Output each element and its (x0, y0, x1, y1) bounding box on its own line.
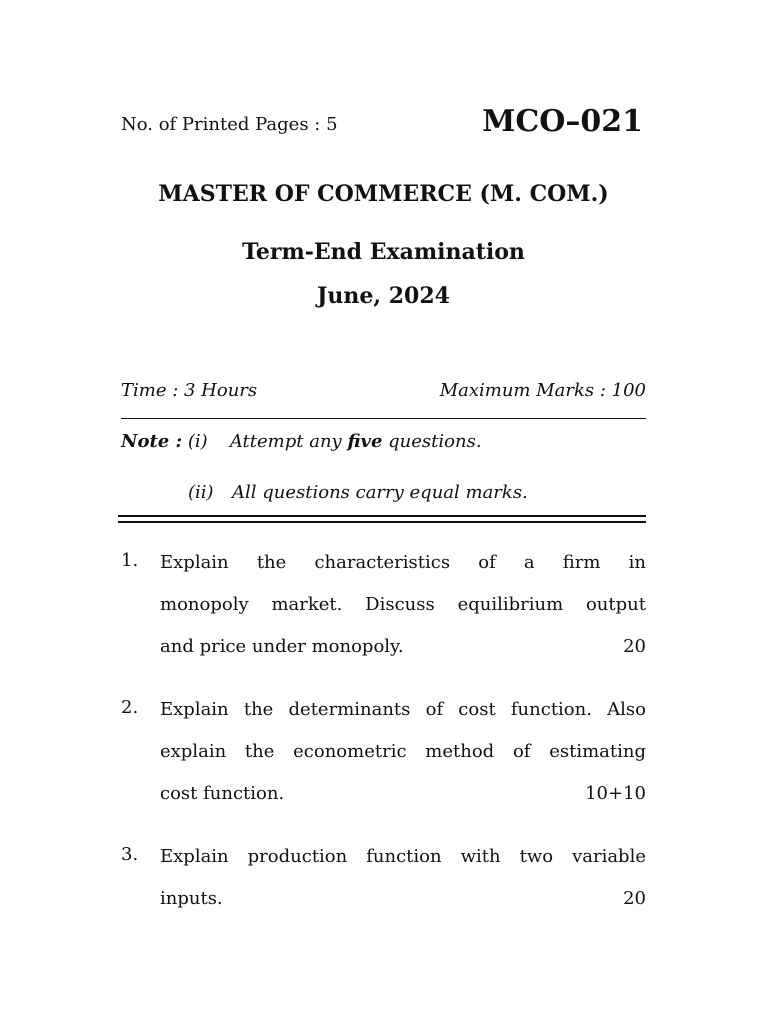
question-line: explain the econometric method of estimating (160, 741, 646, 762)
question-line: and price under monopoly. (160, 636, 404, 657)
question-number: 1. (121, 550, 139, 571)
divider-line (121, 418, 646, 419)
programme-title: MASTER OF COMMERCE (M. COM.) (158, 181, 609, 207)
note-item (121, 431, 482, 452)
note-label: Note : (121, 431, 183, 452)
question-text (160, 697, 646, 823)
question-marks: 20 (623, 636, 646, 657)
note-item-text: All questions carry equal marks. (232, 482, 528, 503)
double-divider-line (118, 515, 646, 523)
note-item-text: questions. (382, 431, 482, 452)
question-line: monopoly market. Discuss equilibrium output (160, 594, 646, 615)
note-item (121, 482, 528, 503)
printed-pages-count: No. of Printed Pages : 5 (121, 114, 338, 135)
question-line: cost function. (160, 783, 285, 804)
question-marks: 10+10 (585, 783, 646, 804)
question-number: 2. (121, 697, 139, 718)
question-line: Explain production function with two variable (160, 846, 646, 867)
exam-date: June, 2024 (317, 283, 450, 309)
question-last-line (160, 781, 646, 823)
question-line: inputs. (160, 888, 223, 909)
exam-info-row (121, 380, 646, 406)
note-item-number: (i) (187, 431, 208, 452)
note-item-text: Attempt any (229, 431, 348, 452)
paper-header (121, 104, 646, 148)
paper-code: MCO–021 (482, 104, 643, 139)
question-line: Explain the determinants of cost function. Also (160, 699, 646, 720)
maximum-marks: Maximum Marks : 100 (439, 380, 646, 401)
exam-paper-page (121, 0, 646, 1024)
question-last-line (160, 634, 646, 676)
note-item-emphasis: five (347, 431, 383, 452)
question-text (160, 844, 646, 928)
time-allowed: Time : 3 Hours (121, 380, 258, 401)
note-item-number: (ii) (188, 482, 214, 503)
question-number: 3. (121, 844, 139, 865)
question-last-line (160, 886, 646, 928)
question-text (160, 550, 646, 676)
exam-type: Term-End Examination (242, 239, 525, 265)
question-marks: 20 (623, 888, 646, 909)
question-line: Explain the characteristics of a firm in (160, 552, 646, 573)
